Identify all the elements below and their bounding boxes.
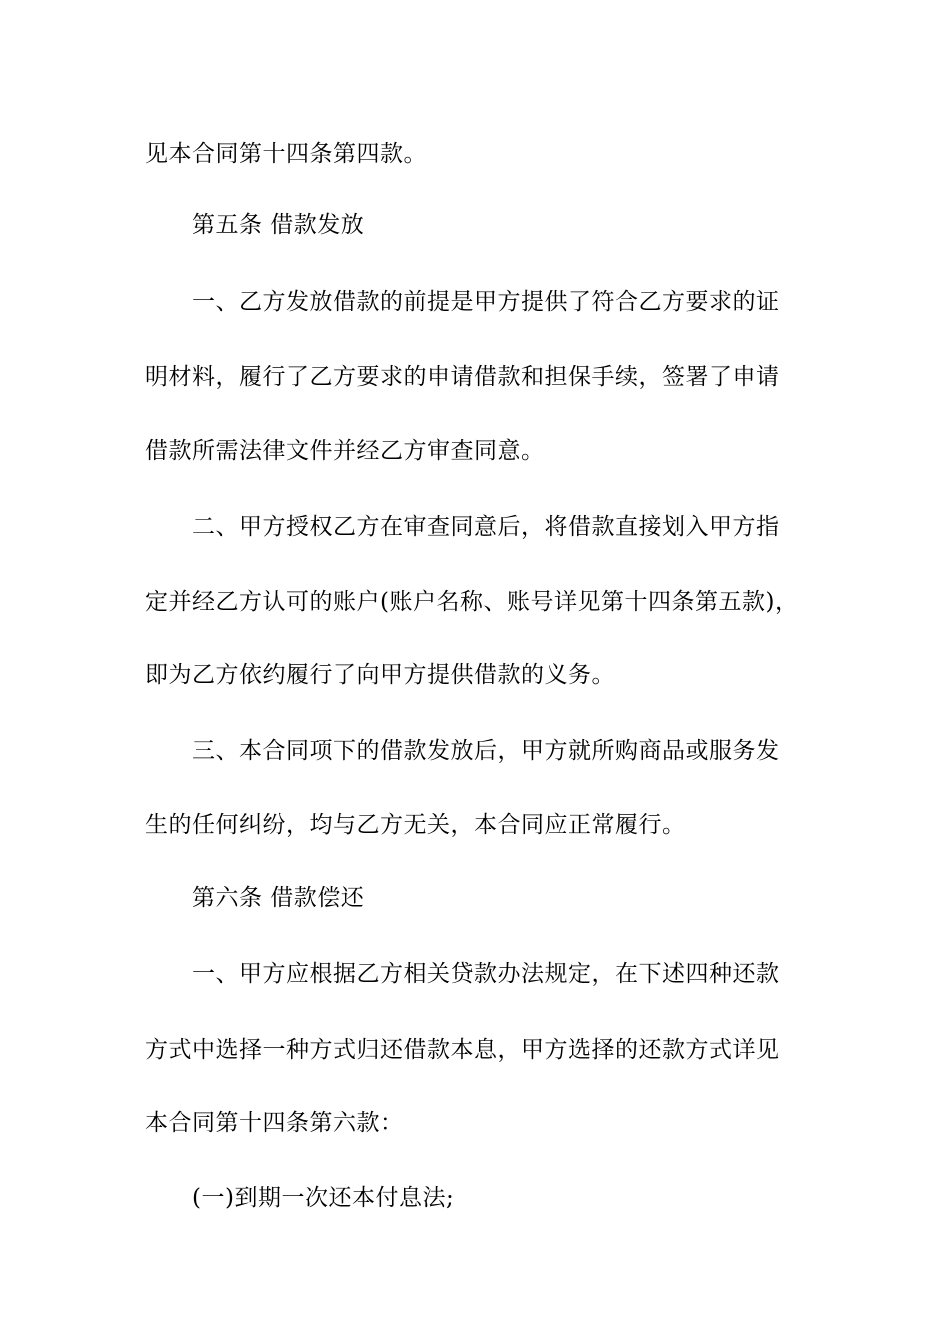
text-line: 一、乙方发放借款的前提是甲方提供了符合乙方要求的证 bbox=[192, 289, 780, 315]
text-line: 明材料，履行了乙方要求的申请借款和担保手续，签署了申请 bbox=[145, 364, 780, 390]
text-line: 方式中选择一种方式归还借款本息，甲方选择的还款方式详见 bbox=[145, 1037, 780, 1063]
text-line: 生的任何纠纷，均与乙方无关，本合同应正常履行。 bbox=[145, 812, 686, 838]
text-line: 二、甲方授权乙方在审查同意后，将借款直接划入甲方指 bbox=[192, 514, 780, 540]
text-line: 见本合同第十四条第四款。 bbox=[145, 141, 427, 167]
section-heading: 第六条 借款偿还 bbox=[192, 885, 365, 911]
section-heading: 第五条 借款发放 bbox=[192, 212, 365, 238]
text-line: 即为乙方依约履行了向甲方提供借款的义务。 bbox=[145, 662, 615, 688]
text-line: 借款所需法律文件并经乙方审查同意。 bbox=[145, 438, 545, 464]
text-line: 本合同第十四条第六款： bbox=[145, 1110, 404, 1136]
text-line: 定并经乙方认可的账户(账户名称、账号详见第十四条第五款)， bbox=[145, 589, 799, 615]
text-line: 一、甲方应根据乙方相关贷款办法规定，在下述四种还款 bbox=[192, 961, 780, 987]
text-line: (一)到期一次还本付息法; bbox=[192, 1185, 455, 1211]
text-line: 三、本合同项下的借款发放后，甲方就所购商品或服务发 bbox=[192, 738, 780, 764]
